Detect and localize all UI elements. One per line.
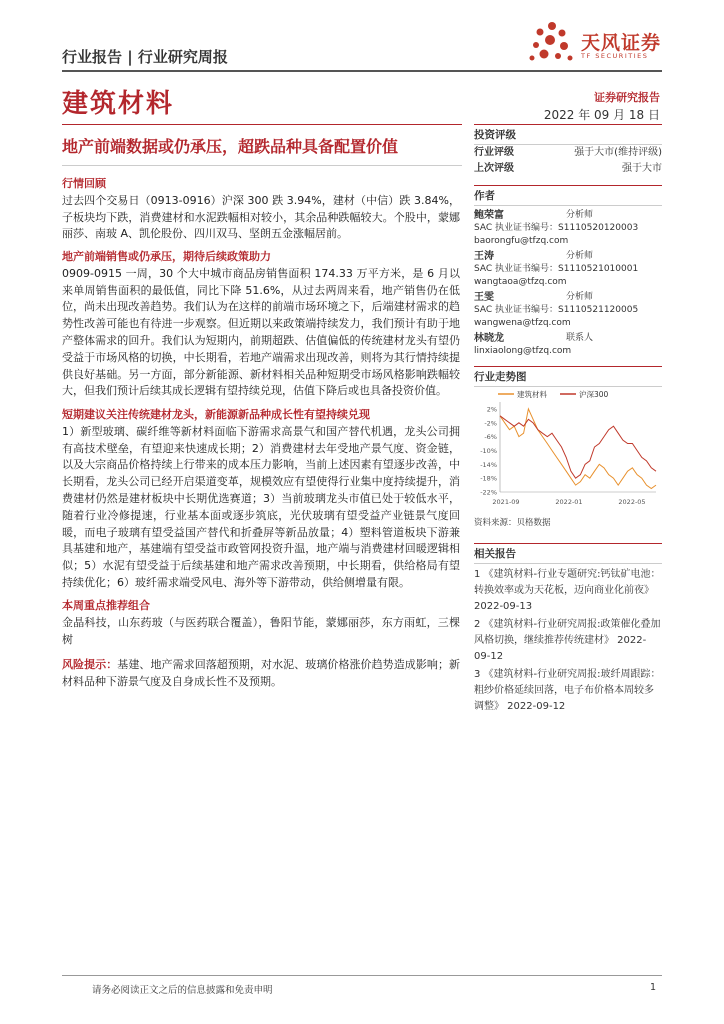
x-tick-label: 2021-09 — [492, 498, 520, 506]
section-picks — [62, 598, 460, 648]
author-role: 联系人 — [566, 333, 594, 343]
section-risk — [62, 657, 460, 691]
author-cert: SAC 执业证书编号：S1110521010001 — [474, 264, 639, 274]
headline: 地产前端数据或仍承压，超跌品种具备配置价值 — [62, 137, 399, 156]
advice-title: 短期建议关注传统建材龙头，新能源新品种成长性有望持续兑现 — [62, 408, 370, 421]
rating-block — [474, 124, 662, 177]
related-block — [474, 543, 662, 715]
rating-key: 上次评级 — [474, 163, 514, 174]
sales-title: 地产前端销售或仍承压，期待后续政策助力 — [62, 250, 271, 263]
trend-chart — [474, 388, 662, 508]
y-tick-label: -2% — [484, 419, 497, 428]
author-entry — [474, 250, 662, 289]
report-date: 2022 年 09 月 18 日 — [543, 108, 660, 122]
trend-title: 行业走势图 — [474, 366, 662, 384]
report-label: 证券研究报告 — [594, 91, 660, 104]
author-email[interactable]: linxiaolong@tfzq.com — [474, 346, 572, 356]
risk-body: 基建、地产需求回落超预期，对水泥、玻璃价格涨价趋势造成影响；新材料品种下游景气度及自身成长性不及预期。 — [62, 658, 461, 688]
author-name: 林晓龙 — [474, 333, 504, 344]
author-entry — [474, 291, 662, 330]
section-sales — [62, 249, 460, 400]
rating-row — [474, 145, 662, 161]
risk-label: 风险提示： — [62, 658, 118, 671]
rating-title: 投资评级 — [474, 124, 662, 142]
x-tick-label: 2022-01 — [555, 498, 583, 506]
rating-value: 强于大市(维持评级) — [574, 147, 662, 158]
y-tick-label: -14% — [480, 460, 497, 469]
rating-row — [474, 161, 662, 177]
y-tick-label: -22% — [480, 488, 497, 497]
legend-label: 沪深300 — [579, 390, 609, 399]
rating-key: 行业评级 — [474, 147, 514, 158]
y-tick-label: 2% — [486, 405, 497, 414]
picks-body: 金晶科技，山东药玻（与医药联合覆盖），鲁阳节能，蒙娜丽莎，东方雨虹，三棵树 — [62, 615, 460, 646]
sales-body: 0909-0915 一周，30 个大中城市商品房销售面积 174.33 万平方米，是 6 月以来单周销售面积的最低值，同比下降 51.6%，从过去两周来看，地产销售仍在低位，尚未出现改善趋势。我们认为在这样的前端市场环境之下，后端建材需求的趋势性改善可能也有待进一步观察。但近期以来政策端持续发力，我们预计有助于地产整体需求的回升。我们认为短期内，前期超跌、估值偏低的传统建材龙头有望仍受益于市场风格的切换，中长期看，若地产端需求出现改善，则将为其行情持续提供良好基础。另一方面，部分新能源、新材料相关品种短期受市场风格影响跌幅较大，但我们预计后续其成长逻辑有望持续兑现，估值下降后或也具备投资价值。 — [62, 266, 460, 398]
review-body: 过去四个交易日（0913-0916）沪深 300 跌 3.94%，建材（中信）跌 3.84%，子板块均下跌，消费建材和水泥跌幅相对较小，其余品种跌幅较大。个股中，蒙娜丽莎、南玻 A、凯伦股份、四川双马、坚朗五金涨幅居前。 — [62, 193, 460, 241]
author-name: 王涛 — [474, 251, 494, 262]
author-cert: SAC 执业证书编号：S1110520120003 — [474, 223, 639, 233]
author-role: 分析师 — [566, 251, 594, 261]
related-title: 相关报告 — [474, 543, 662, 561]
authors-block — [474, 185, 662, 358]
related-report-link[interactable]: 1 《建筑材料-行业专题研究:钙钛矿电池：转换效率或为天花板，迈向商业化前夜》 2022-09-13 — [474, 569, 661, 612]
author-name: 王雯 — [474, 292, 494, 303]
author-role: 分析师 — [566, 210, 594, 220]
footer-disclaimer: 请务必阅读正文之后的信息披露和免责申明 — [92, 985, 273, 996]
brand-logo-icon — [512, 18, 578, 68]
brand-name: 天风证券 — [581, 32, 662, 54]
author-role: 分析师 — [566, 292, 594, 302]
header-divider — [62, 70, 662, 72]
picks-title: 本周重点推荐组合 — [62, 599, 150, 612]
y-tick-label: -6% — [484, 433, 497, 442]
footer-divider — [62, 975, 662, 976]
author-email[interactable]: baorongfu@tfzq.com — [474, 236, 569, 246]
page-number: 1 — [650, 982, 657, 993]
author-name: 鲍荣富 — [474, 210, 504, 221]
author-entry — [474, 332, 662, 358]
industry-title: 建筑材料 — [62, 89, 175, 119]
advice-body: 1）新型玻璃、碳纤维等新材料面临下游需求高景气和国产替代机遇，龙头公司拥有高技术壁垒，有望迎来快速成长期；2）消费建材去年受地产景气度、资金链，以及大宗商品价格持续上行带来的成本压力影响，当前上述因素有望逐步改善，中长期看，龙头公司已经开启渠道变革，规模效应有望使得行业集中度持续提升，消费建材仍然是建材板块中长期优选赛道；3）当前玻璃龙头市值已处于较低水平，随着行业冷修提速，行业基本面或逐步筑底，光伏玻璃有望受益产业链景气度回暖，而电子玻璃有望受益国产替代和折叠屏等新品放量；4）塑料管道板块下游兼具基建和地产，基建端有望受益市政管网投资升温，地产端与消费建材回暖逻辑相似；5）水泥有望受益于后续基建和地产需求改善预期，中长期看，供给格局有望持续优化；6）玻纤需求端受风电、海外等下游带动，供给侧增量有限。 — [62, 424, 460, 589]
brand-sub: TF SECURITIES — [581, 52, 649, 60]
section-review — [62, 176, 460, 243]
authors-title: 作者 — [474, 185, 662, 203]
author-entry — [474, 209, 662, 248]
y-tick-label: -18% — [480, 474, 497, 483]
section-advice — [62, 407, 460, 592]
chart-source: 资料来源：贝格数据 — [474, 518, 551, 528]
legend-label: 建筑材料 — [517, 390, 547, 399]
report-category: 行业报告 | 行业研究周报 — [62, 48, 228, 66]
trend-block — [474, 366, 662, 387]
author-cert: SAC 执业证书编号：S1110521120005 — [474, 305, 639, 315]
y-tick-label: -10% — [480, 446, 497, 455]
x-tick-label: 2022-05 — [618, 498, 646, 506]
related-report-link[interactable]: 2 《建筑材料-行业研究周报:政策催化叠加风格切换，继续推荐传统建材》 2022-09-12 — [474, 619, 661, 662]
review-title: 行情回顾 — [62, 177, 106, 190]
rating-value: 强于大市 — [622, 163, 662, 174]
author-email[interactable]: wangtaoa@tfzq.com — [474, 277, 567, 287]
related-report-link[interactable]: 3 《建筑材料-行业研究周报:玻纤周跟踪：粗纱价格延续回落，电子布价格本周较多调整》 2022-09-12 — [474, 669, 661, 712]
author-email[interactable]: wangwena@tfzq.com — [474, 318, 571, 328]
